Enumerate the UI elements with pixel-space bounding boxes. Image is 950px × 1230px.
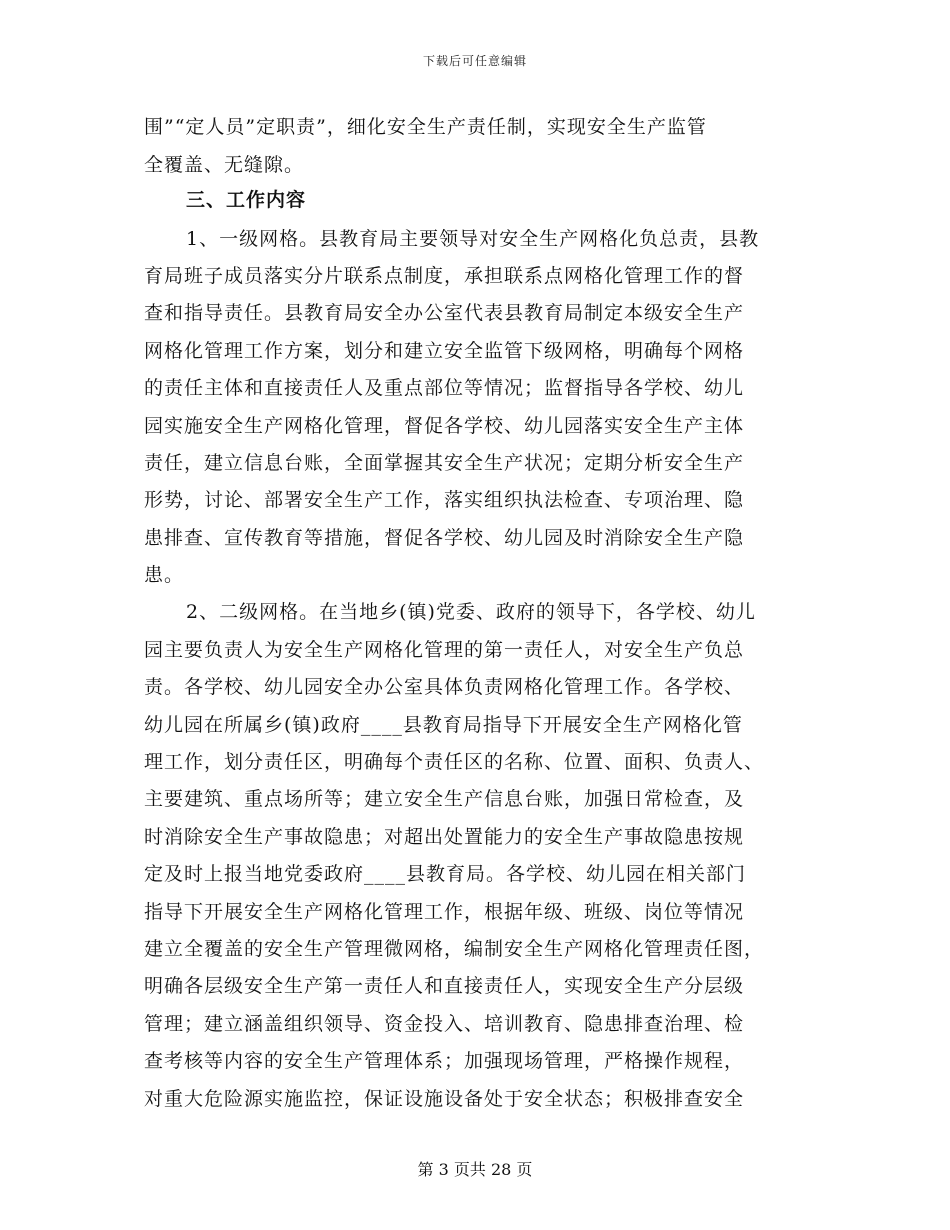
text-line: 网格化管理工作方案，划分和建立安全监管下级网格，明确每个网格 [144,340,745,362]
page-footer: 第 3 页共 28 页 [417,1160,533,1179]
text-line: 责任，建立信息台账，全面掌握其安全生产状况；定期分析安全生产 [144,452,745,474]
text-line: 理工作，划分责任区，明确每个责任区的名称、位置、面积、负责人、 [144,751,765,773]
paragraph-first-line: 2、二级网格。在当地乡(镇)党委、政府的领导下，各学校、幼儿 [186,601,756,623]
text-line: 责。各学校、幼儿园安全办公室具体负责网格化管理工作。各学校、 [144,676,745,698]
text-line: 主要建筑、重点场所等；建立安全生产信息台账，加强日常检查，及 [144,788,745,810]
text-line: 患。 [144,564,185,586]
text-line: 时消除安全生产事故隐患；对超出处置能力的安全生产事故隐患按规 [144,826,745,848]
text-line: 定及时上报当地党委政府____县教育局。各学校、幼儿园在相关部门 [144,863,747,885]
text-line: 建立全覆盖的安全生产管理微网格，编制安全生产网格化管理责任图， [144,938,765,960]
text-line: 查考核等内容的安全生产管理体系；加强现场管理，严格操作规程， [144,1050,745,1072]
text-line: 管理；建立涵盖组织领导、资金投入、培训教育、隐患排查治理、检 [144,1013,745,1035]
section-heading: 三、工作内容 [186,189,307,211]
text-line: 的责任主体和直接责任人及重点部位等情况；监督指导各学校、幼儿 [144,377,745,399]
text-line: 对重大危险源实施监控，保证设施设备处于安全状态；积极排查安全 [144,1088,745,1110]
text-line: 园主要负责人为安全生产网格化管理的第一责任人，对安全生产负总 [144,639,745,661]
text-line: 指导下开展安全生产网格化管理工作，根据年级、班级、岗位等情况 [144,901,745,923]
text-line: 育局班子成员落实分片联系点制度，承担联系点网格化管理工作的督 [144,265,745,287]
page-header: 下载后可任意编辑 [422,54,527,68]
text-line: 患排查、宣传教育等措施，督促各学校、幼儿园及时消除安全生产隐 [144,527,745,549]
text-line: 形势，讨论、部署安全生产工作，落实组织执法检查、专项治理、隐 [144,489,745,511]
text-line: 全覆盖、无缝隙。 [144,154,305,176]
text-line: 查和指导责任。县教育局安全办公室代表县教育局制定本级安全生产 [144,302,745,324]
text-line: 明确各层级安全生产第一责任人和直接责任人，实现安全生产分层级 [144,975,745,997]
paragraph-first-line: 1、一级网格。县教育局主要领导对安全生产网格化负总责，县教 [186,228,760,250]
text-line: 幼儿园在所属乡(镇)政府____县教育局指导下开展安全生产网格化管 [144,714,743,736]
text-line: 围”“定人员”定职责”，细化安全生产责任制，实现安全生产监管 [144,116,707,138]
text-line: 园实施安全生产网格化管理，督促各学校、幼儿园落实安全生产主体 [144,415,745,437]
